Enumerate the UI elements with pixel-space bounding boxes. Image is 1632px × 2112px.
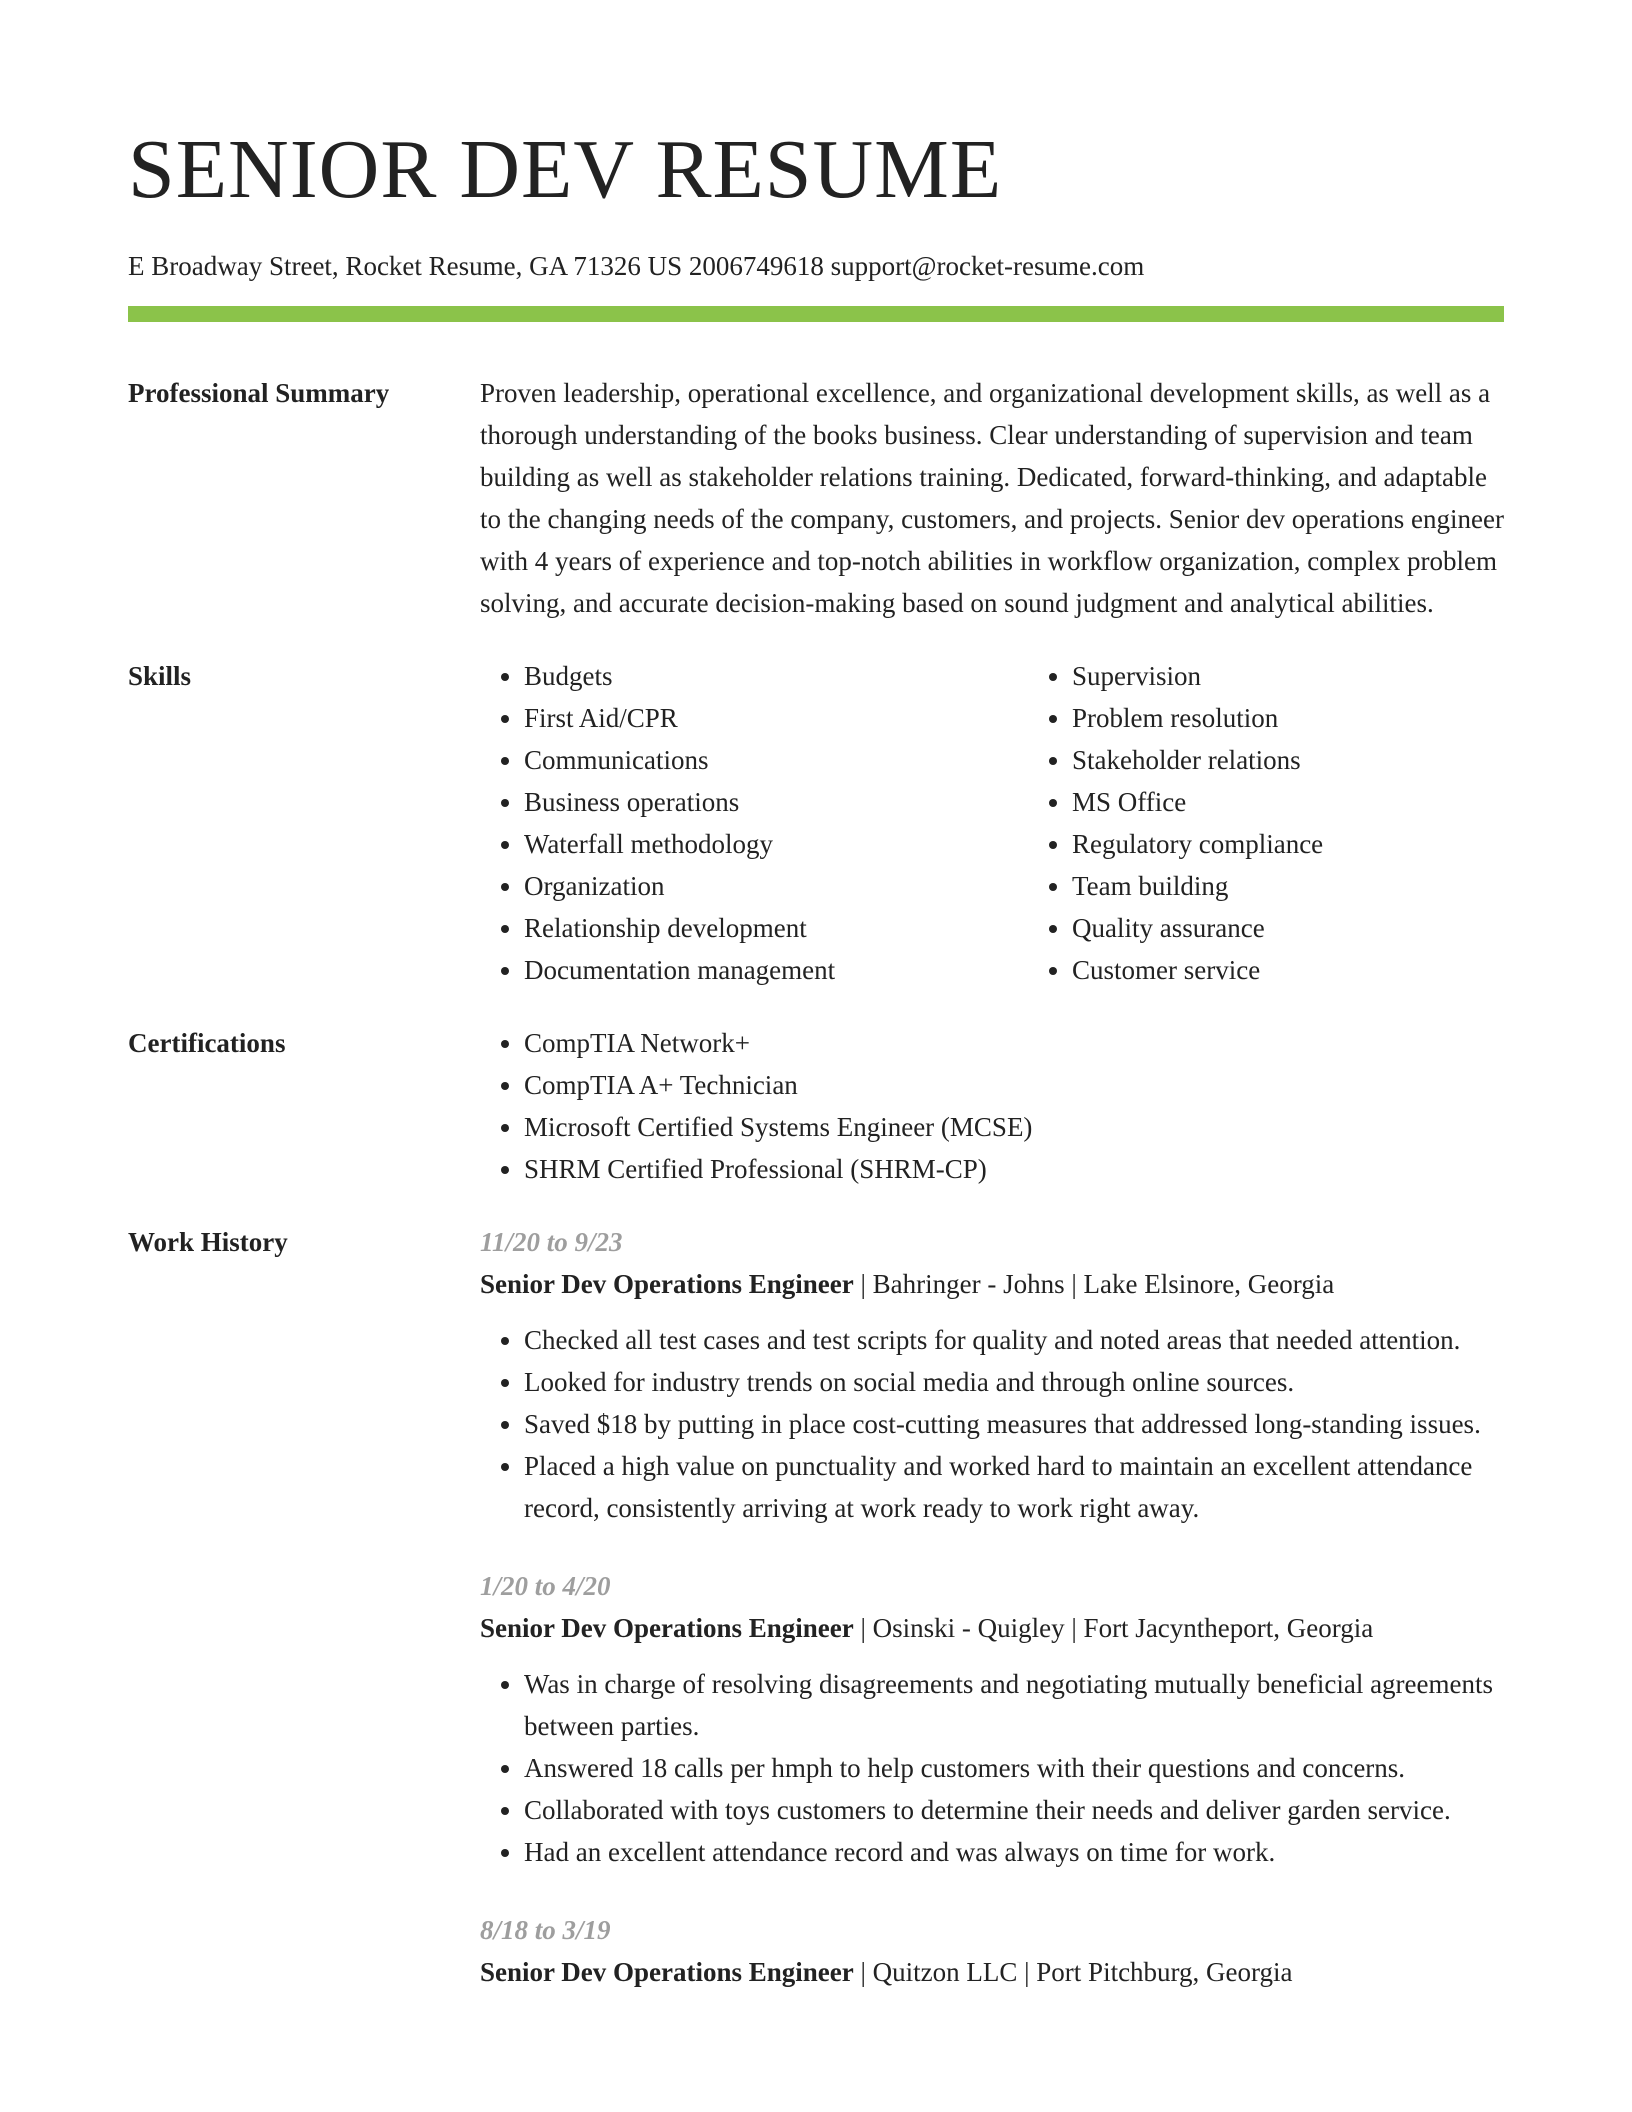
job-title: Senior Dev Operations Engineer bbox=[480, 1613, 854, 1643]
skill-item: • Regulatory compliance bbox=[1072, 823, 1576, 865]
certification-item: • CompTIA A+ Technician bbox=[524, 1064, 1504, 1106]
job-details: | Bahringer - Johns | Lake Elsinore, Georgia bbox=[853, 1269, 1335, 1299]
job-heading bbox=[480, 1951, 1504, 1993]
summary-text: Proven leadership, operational excellence, and organizational development skills, as well as a thorough understanding of the books business. Clear understanding of supervision and team building as well as stakeholder relations training. Dedicated, forward-thinking, and adaptable to the changing needs of the company, customers, and projects. Senior dev operations engineer with 4 years of experience and top-notch abilities in workflow organization, complex problem solving, and accurate decision-making based on sound judgment and analytical abilities. bbox=[480, 378, 1504, 618]
skill-item: • Communications bbox=[524, 739, 1028, 781]
job-entry bbox=[480, 1565, 1504, 1873]
job-details: | Osinski - Quigley | Fort Jacyntheport, Georgia bbox=[853, 1613, 1374, 1643]
skill-item: • Stakeholder relations bbox=[1072, 739, 1576, 781]
job-dates: 1/20 to 4/20 bbox=[480, 1571, 611, 1601]
skill-item: • MS Office bbox=[1072, 781, 1576, 823]
certification-item: • Microsoft Certified Systems Engineer (MCSE) bbox=[524, 1106, 1504, 1148]
job-bullet: • Answered 18 calls per hmph to help customers with their questions and concerns. bbox=[524, 1747, 1504, 1789]
skills-list-right bbox=[1028, 655, 1576, 991]
skills-section bbox=[128, 655, 1504, 991]
summary-section bbox=[128, 372, 1504, 624]
skill-item: • Business operations bbox=[524, 781, 1028, 823]
job-bullet: • Had an excellent attendance record and was always on time for work. bbox=[524, 1831, 1504, 1873]
job-bullet: • Collaborated with toys customers to determine their needs and deliver garden service. bbox=[524, 1789, 1504, 1831]
job-heading bbox=[480, 1263, 1504, 1305]
work-history-section bbox=[128, 1221, 1504, 2029]
job-bullets bbox=[480, 1663, 1504, 1873]
skill-item: • First Aid/CPR bbox=[524, 697, 1028, 739]
skill-item: • Customer service bbox=[1072, 949, 1576, 991]
certifications-body bbox=[480, 1022, 1504, 1190]
section-title: Work History bbox=[128, 1227, 288, 1257]
job-dates: 11/20 to 9/23 bbox=[480, 1227, 623, 1257]
job-entry bbox=[480, 1909, 1504, 1993]
section-title: Certifications bbox=[128, 1028, 286, 1058]
skill-item: • Problem resolution bbox=[1072, 697, 1576, 739]
job-bullet: • Looked for industry trends on social media and through online sources. bbox=[524, 1361, 1504, 1403]
certifications-list bbox=[480, 1022, 1504, 1190]
job-details: | Quitzon LLC | Port Pitchburg, Georgia bbox=[853, 1957, 1293, 1987]
contact-line: E Broadway Street, Rocket Resume, GA 71326 US 2006749618 support@rocket-resume.com bbox=[128, 251, 1145, 281]
job-title: Senior Dev Operations Engineer bbox=[480, 1957, 854, 1987]
skills-list-left bbox=[480, 655, 1028, 991]
skill-item: • Documentation management bbox=[524, 949, 1028, 991]
skill-item: • Budgets bbox=[524, 655, 1028, 697]
job-bullet: • Placed a high value on punctuality and worked hard to maintain an excellent attendance record, consistently arriving at work ready to work right away. bbox=[524, 1445, 1504, 1529]
job-dates: 8/18 to 3/19 bbox=[480, 1915, 611, 1945]
skills-grid bbox=[480, 655, 1576, 991]
section-title: Professional Summary bbox=[128, 378, 390, 408]
skill-item: • Supervision bbox=[1072, 655, 1576, 697]
work-history-body bbox=[480, 1221, 1504, 2029]
skill-item: • Relationship development bbox=[524, 907, 1028, 949]
job-bullet: • Checked all test cases and test scripts for quality and noted areas that needed attention. bbox=[524, 1319, 1504, 1361]
job-title: Senior Dev Operations Engineer bbox=[480, 1269, 854, 1299]
accent-divider bbox=[128, 306, 1504, 322]
skill-item: • Team building bbox=[1072, 865, 1576, 907]
section-title: Skills bbox=[128, 661, 192, 691]
job-entry bbox=[480, 1221, 1504, 1529]
skill-item: • Organization bbox=[524, 865, 1028, 907]
job-bullet: • Saved $18 by putting in place cost-cutting measures that addressed long-standing issues. bbox=[524, 1403, 1504, 1445]
resume-page bbox=[128, 0, 1504, 2029]
skill-item: • Waterfall methodology bbox=[524, 823, 1028, 865]
certifications-section bbox=[128, 1022, 1504, 1190]
job-heading bbox=[480, 1607, 1504, 1649]
skill-item: • Quality assurance bbox=[1072, 907, 1576, 949]
certification-item: • SHRM Certified Professional (SHRM-CP) bbox=[524, 1148, 1504, 1190]
job-bullet: • Was in charge of resolving disagreements and negotiating mutually beneficial agreements between parties. bbox=[524, 1663, 1504, 1747]
certification-item: • CompTIA Network+ bbox=[524, 1022, 1504, 1064]
job-bullets bbox=[480, 1319, 1504, 1529]
resume-title: SENIOR DEV RESUME bbox=[128, 123, 1003, 216]
